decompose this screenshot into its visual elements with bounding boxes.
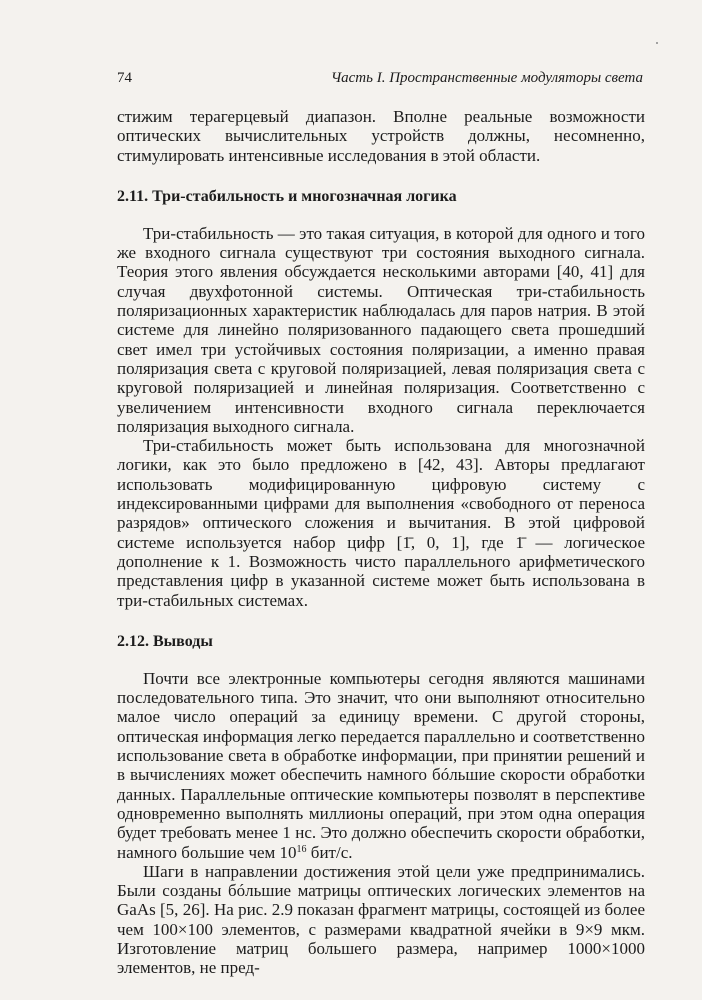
paragraph-tristability-definition: Три-стабильность — это такая ситуация, в которой для одного и того же входного сигнала существуют три состояния выходного сигнала. Теория этого явления обсуждается несколькими авторами [40, 41] для случая двухфотонной системы. Оптическая три-стабильность поляризационных характеристик наблюдалась для паров натрия. В этой системе для линейно поляризованного падающего света прошедший свет имел три устойчивых состояния поляризации, а именно правая поляризация света с круговой поляризацией, левая поляризация света с круговой поляризацией и линейная поляризация. Соответственно с увеличением интенсивности входного сигнала переключается поляризация выходного сигнала. xyxy=(117,223,645,436)
section-heading-2-12: 2.12. Выводы xyxy=(117,632,213,650)
paragraph-multivalued-logic: Три-стабильность может быть использована для многозначной логики, как это было предложено в [42, 43]. Авторы предлагают использовать модифицированную цифровую систему с индексированными цифрами для выполнения «свободного от переноса разрядов» оптического сложения и вычитания. В этой цифровой системе используется набор цифр [1̄, 0, 1], где 1̄ — логическое дополнение к 1. Возможность чисто параллельного арифметического представления цифр в указанной системе может быть использована в три-стабильных системах. xyxy=(117,436,645,610)
section-heading-2-11: 2.11. Три-стабильность и многозначная логика xyxy=(117,187,457,205)
continuation-paragraph: стижим терагерцевый диапазон. Вполне реальные возможности оптических вычислительных устройств должны, несомненно, стимулировать интенсивные исследования в этой области. xyxy=(117,107,645,165)
conclusions-text: Почти все электронные компьютеры сегодня являются машинами последовательного типа. Это значит, что они выполняют относительно малое число операций за единицу времени. С другой стороны, оптическая информация легко передается параллельно и соответственно использование света в обработке информации, при принятии решений и в вычислениях может обеспечить намного бóльшие скорости обработки данных. Параллельные оптические компьютеры позволят в перспективе одновременно выполнять миллионы операций, при этом одна операция будет требовать менее 1 нс. Это должно обеспечить скорости обработки, намного большие чем 10 xyxy=(117,668,645,862)
page-header xyxy=(117,64,645,92)
paragraph-progress: Шаги в направлении достижения этой цели уже предпринимались. Были созданы бóльшие матрицы оптических логических элементов на GaAs [5, 26]. На рис. 2.9 показан фрагмент матрицы, состоящей из более чем 100×100 элементов, с размерами квадратной ячейки в 9×9 мкм. Изготовление матриц большего размера, например 1000×1000 элементов, не пред- xyxy=(117,861,645,978)
exponent: 16 xyxy=(296,843,307,855)
conclusions-unit: бит/с. xyxy=(306,842,353,862)
page-number: 74 xyxy=(117,70,132,86)
paragraph-conclusions xyxy=(117,669,645,862)
book-page xyxy=(117,64,645,978)
running-title: Часть I. Пространственные модуляторы света xyxy=(330,70,643,86)
paper-speck xyxy=(656,42,658,44)
